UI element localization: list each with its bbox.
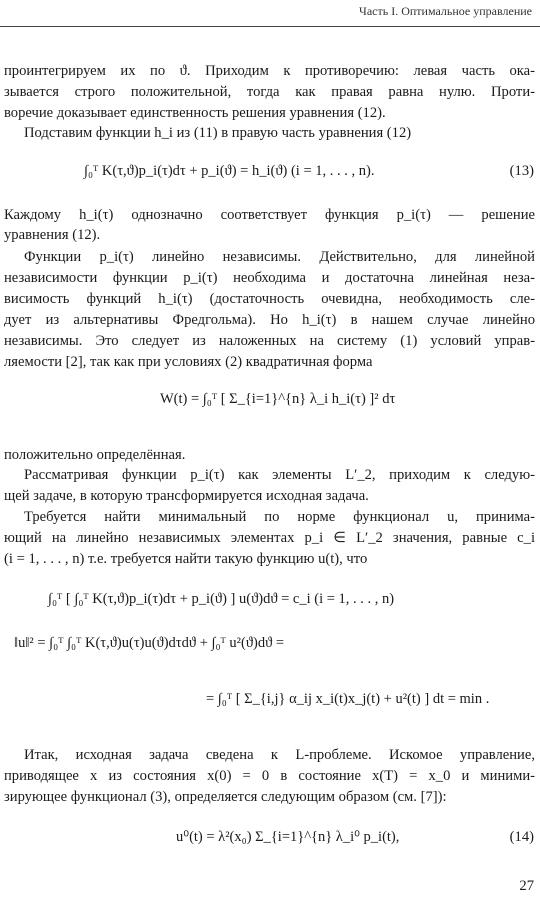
running-header bbox=[0, 0, 540, 27]
text-line: проинтегрируем их по ϑ. Приходим к противоречию: левая часть ока- bbox=[4, 63, 535, 79]
equation-constraint: ∫₀ᵀ [ ∫₀ᵀ K(τ,ϑ)p_i(τ)dτ + p_i(ϑ) ] u(ϑ)dϑ = c_i (i = 1, . . . , n) bbox=[48, 591, 395, 607]
text-line: положительно определённая. bbox=[4, 447, 186, 463]
equation-number: (13) bbox=[509, 163, 534, 179]
text-line: ющий на линейно независимых элементах p_i ∈ L′_2 значения, равные c_i bbox=[4, 530, 535, 546]
text-line: (i = 1, . . . , n) т.е. требуется найти такую функцию u(t), что bbox=[4, 551, 368, 567]
text-line: Каждому h_i(τ) однозначно соответствует функция p_i(τ) — решение bbox=[4, 207, 535, 223]
text-line: ляемости [2], так как при условиях (2) квадратичная форма bbox=[4, 354, 373, 370]
text-line: Функции p_i(τ) линейно независимы. Действительно, для линейной bbox=[24, 249, 535, 265]
text-line: Итак, исходная задача сведена к L-проблеме. Искомое управление, bbox=[24, 747, 535, 763]
text-line: Требуется найти минимальный по норме функционал u, принима- bbox=[24, 509, 535, 525]
text-line: щей задаче, в которую трансформируется исходная задача. bbox=[4, 488, 369, 504]
page-number: 27 bbox=[519, 878, 534, 894]
text-line: Рассматривая функции p_i(τ) как элементы L′_2, приходим к следую- bbox=[24, 467, 535, 483]
text-line: приводящее x из состояния x(0) = 0 в состояние x(T) = x_0 и миними- bbox=[4, 768, 535, 784]
text-line: независимости функции p_i(τ) необходима и достаточна линейная неза- bbox=[4, 270, 535, 286]
header-title: Часть I. Оптимальное управление bbox=[359, 4, 532, 18]
text-line: Подставим функции h_i из (11) в правую часть уравнения (12) bbox=[24, 125, 412, 141]
text-line: воречие доказывает единственность решения уравнения (12). bbox=[4, 105, 386, 121]
text-line: висимость функций h_i(τ) (достаточность очевидна, необходимость сле- bbox=[4, 291, 535, 307]
text-line: дует из альтернативы Фредгольма). Но h_i(τ) в нашем случае линейно bbox=[4, 312, 535, 328]
equation-min: = ∫₀ᵀ [ Σ_{i,j} α_ij x_i(t)x_j(t) + u²(t) ] dt = min . bbox=[206, 691, 490, 707]
text-line: независимы. Это следует из наложенных на систему (1) условий управ- bbox=[4, 333, 535, 349]
text-line: зирующее функционал (3), определяется следующим образом (см. [7]): bbox=[4, 789, 447, 805]
equation-number: (14) bbox=[509, 829, 534, 845]
text-line: зывается строго положительной, тогда как правая равна нулю. Проти- bbox=[4, 84, 535, 100]
equation-13: ∫₀ᵀ K(τ,ϑ)p_i(τ)dτ + p_i(ϑ) = h_i(ϑ) (i = 1, . . . , n). bbox=[84, 163, 375, 179]
text-line: уравнения (12). bbox=[4, 227, 101, 243]
equation-14: u⁰(t) = λ²(x₀) Σ_{i=1}^{n} λ_i⁰ p_i(t), bbox=[176, 829, 400, 845]
equation-w: W(t) = ∫₀ᵀ [ Σ_{i=1}^{n} λ_i h_i(τ) ]² dτ bbox=[160, 391, 396, 407]
equation-norm: ‖u‖² = ∫₀ᵀ ∫₀ᵀ K(τ,ϑ)u(τ)u(ϑ)dτdϑ + ∫₀ᵀ u²(ϑ)dϑ = bbox=[14, 635, 285, 651]
